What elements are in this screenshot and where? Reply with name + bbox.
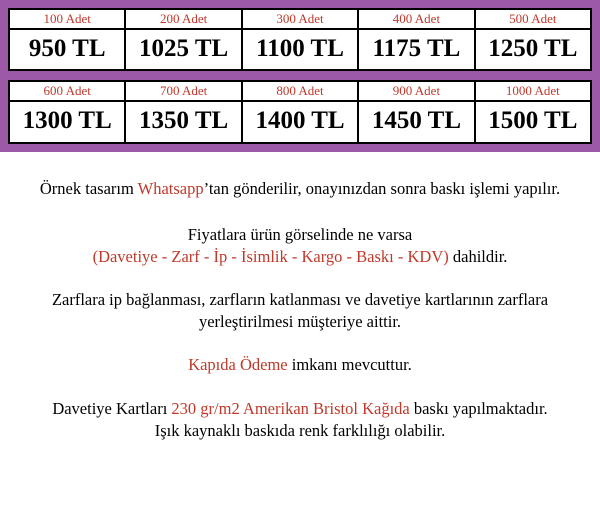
price-cell [474,80,592,143]
note-cash-on-delivery [8,354,592,376]
quantity-label: 200 Adet [126,10,240,30]
quantity-label: 700 Adet [126,82,240,102]
price-cell [474,8,592,71]
note-text: Davetiye Kartları [52,398,172,418]
price-cell [8,80,126,143]
price-cell [124,8,242,71]
note-text: baskı yapılmaktadır. [409,398,548,418]
note-text: Işık kaynaklı baskıda renk farklılığı olabilir. [154,420,446,440]
quantity-label: 500 Adet [476,10,590,30]
price-cell [124,80,242,143]
price-cell [241,80,359,143]
note-highlight: Kapıda Ödeme [188,355,288,375]
quantity-label: 900 Adet [359,82,473,102]
price-row [8,80,592,143]
note-price-includes [8,224,592,268]
quantity-label: 400 Adet [359,10,473,30]
price-amount: 1450 TL [371,107,461,135]
note-paper-type [8,398,592,442]
note-highlight: Whatsapp [137,178,204,198]
note-text: yerleştirilmesi müşteriye aittir. [198,312,402,332]
note-highlight: 230 gr/m2 Amerikan Bristol Kağıda [171,398,410,418]
price-table [0,0,600,152]
quantity-label: 100 Adet [10,10,124,30]
price-amount: 1025 TL [139,34,229,62]
note-text: dahildir. [448,247,508,267]
note-highlight: (Davetiye - Zarf - İp - İsimlik - Kargo - Baskı - KDV) [92,247,449,267]
note-design-approval [8,178,592,200]
price-amount: 1100 TL [256,34,344,62]
note-text: Zarflara ip bağlanması, zarfların katlanması ve davetiye kartlarının zarflara [51,290,549,310]
price-row [8,8,592,71]
note-customer-responsibility [8,289,592,333]
note-text: imkanı mevcuttur. [287,355,412,375]
price-amount: 1500 TL [488,107,578,135]
price-cell [357,8,475,71]
quantity-label: 800 Adet [243,82,357,102]
price-amount: 1400 TL [255,107,345,135]
quantity-label: 1000 Adet [476,82,590,102]
price-amount: 1300 TL [22,107,112,135]
price-amount: 1250 TL [488,34,578,62]
price-amount: 1175 TL [372,34,461,62]
price-cell [357,80,475,143]
quantity-label: 300 Adet [243,10,357,30]
notes-section [0,152,600,442]
price-cell [241,8,359,71]
quantity-label: 600 Adet [10,82,124,102]
price-cell [8,8,126,71]
price-amount: 950 TL [28,34,106,62]
note-text: Örnek tasarım [39,178,138,198]
price-amount: 1350 TL [139,107,229,135]
note-text: ’tan gönderilir, onayınızdan sonra baskı işlemi yapılır. [203,178,561,198]
note-text: Fiyatlara ürün görselinde ne varsa [187,224,413,244]
